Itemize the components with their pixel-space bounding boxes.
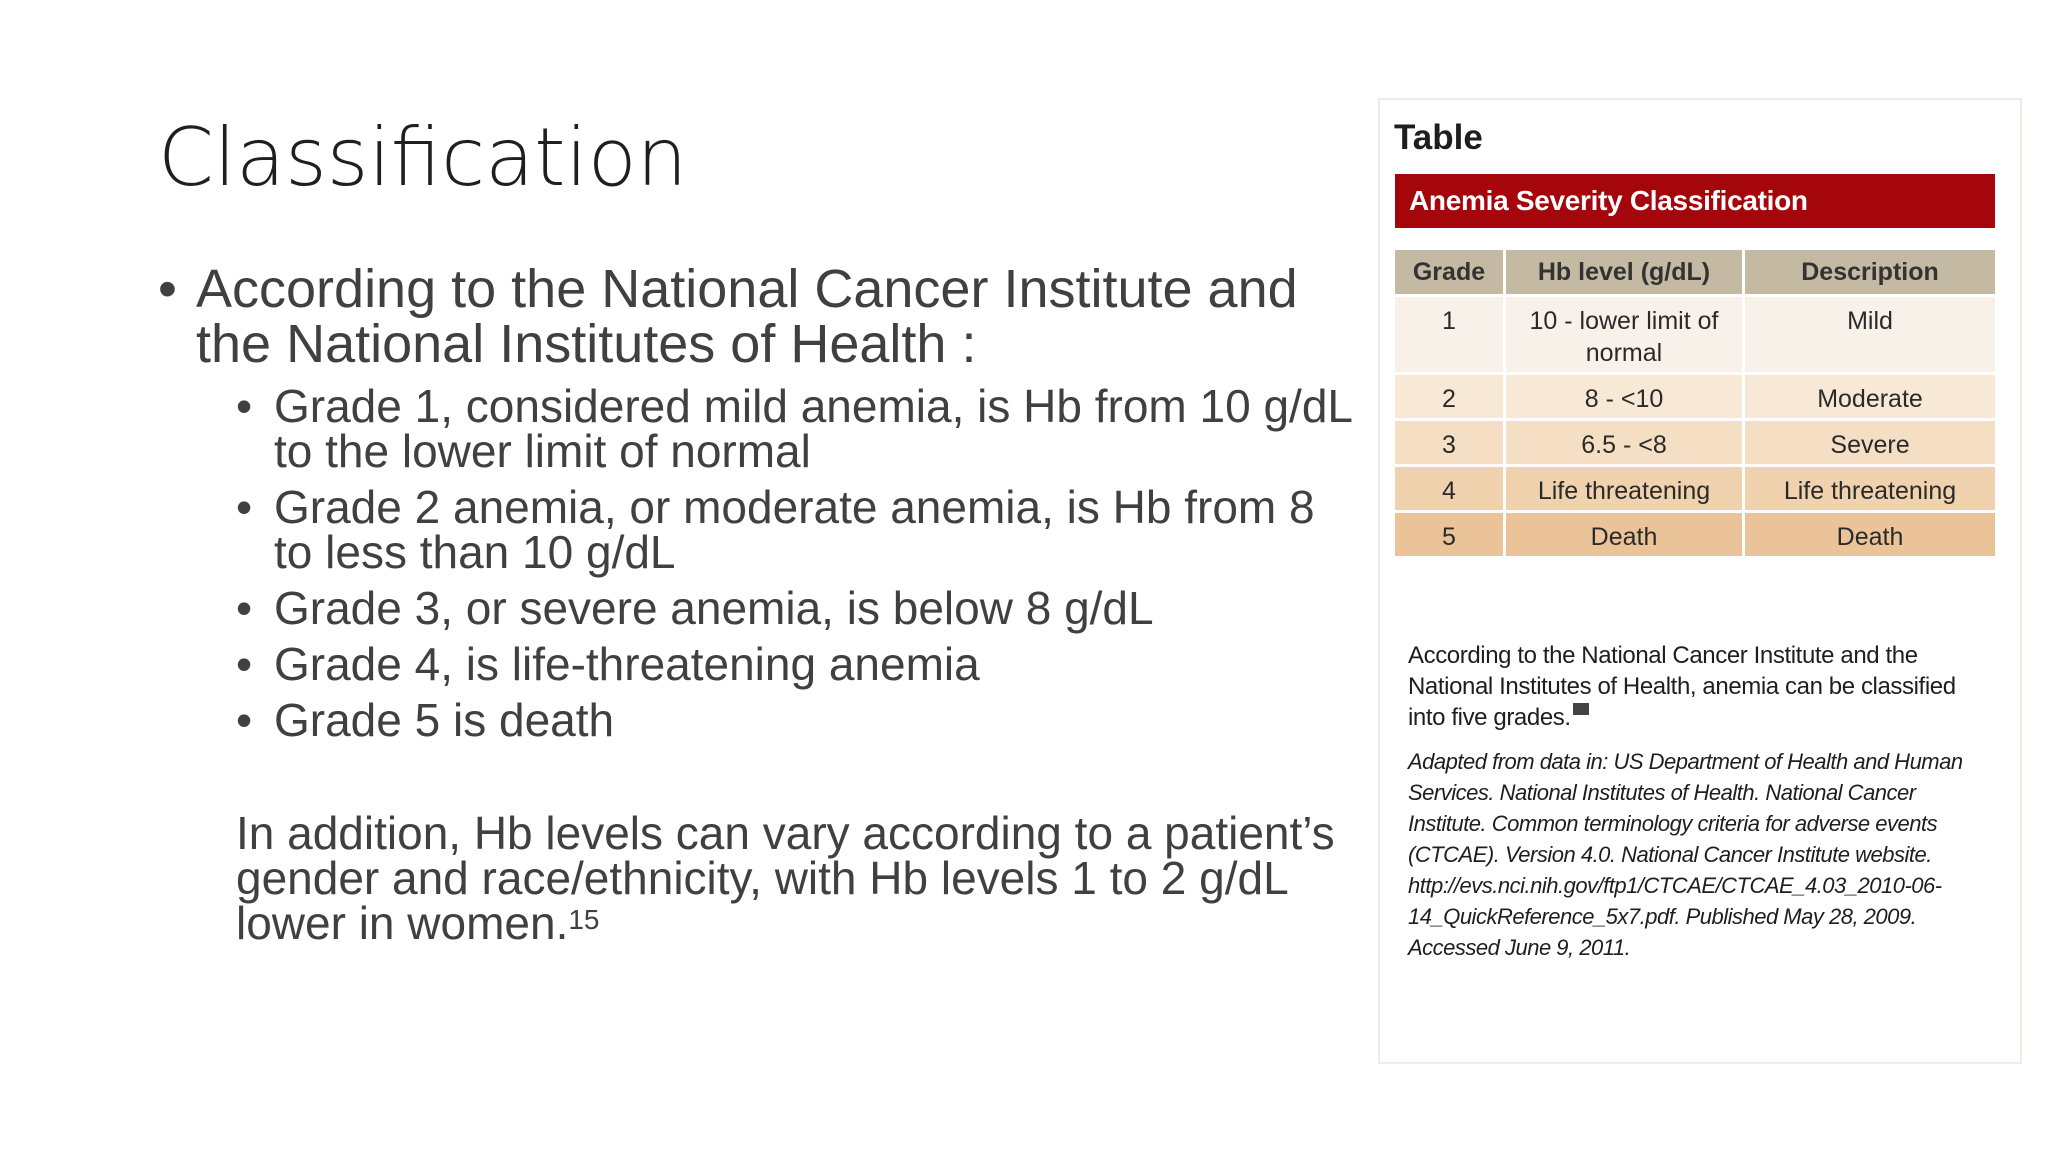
table-figure: [1378, 98, 2022, 1064]
cell-grade: 4: [1395, 467, 1503, 510]
reference-marker-icon: [1573, 703, 1589, 715]
bullet-dot: •: [236, 481, 253, 533]
caption-text: According to the National Cancer Institute and the National Institutes of Health, anemia can be classified into five grades.: [1408, 642, 1956, 731]
sub-bullet-list: [236, 380, 1358, 746]
figure-banner: Anemia Severity Classification: [1395, 174, 1995, 228]
addition-paragraph: [236, 807, 1386, 949]
cell-description: Severe: [1745, 421, 1995, 464]
slide-title: Classification: [158, 111, 688, 204]
cell-grade: 5: [1395, 513, 1503, 556]
cell-description: Moderate: [1745, 375, 1995, 418]
header-grade: Grade: [1395, 250, 1503, 294]
bullet-dot: •: [236, 582, 253, 634]
bullet-dot: •: [236, 380, 253, 432]
bullet-dot: •: [236, 638, 253, 690]
sub-bullet-grade-3: [236, 582, 1358, 634]
addition-text: In addition, Hb levels can vary according to a patient’s gender and race/ethnicity, with Hb levels 1 to 2 g/dL lower in women.: [236, 807, 1335, 949]
cell-description: Life threatening: [1745, 467, 1995, 510]
severity-table: [1392, 247, 1998, 559]
figure-source: Adapted from data in: US Department of Health and Human Services. National Institutes of Health. National Cancer Institute. Common terminology criteria for adverse events (CTCAE). Version 4.0. National Cancer Institute website. http://evs.nci.nih.gov/ftp1/CTCAE/CTCAE_4.03_2010-06-14_QuickReference_5x7.pdf. Published May 28, 2009. Accessed June 9, 2011.: [1408, 749, 1963, 960]
reference-superscript: 15: [568, 904, 600, 935]
main-bullet-text: According to the National Cancer Institute and the National Institutes of Health :: [196, 259, 1298, 374]
figure-caption: [1408, 640, 1998, 733]
cell-hb-level: Death: [1506, 513, 1742, 556]
sub-bullet-text: Grade 3, or severe anemia, is below 8 g/dL: [274, 582, 1154, 634]
table-row: [1395, 467, 1995, 510]
sub-bullet-text: Grade 5 is death: [274, 694, 615, 746]
sub-bullet-text: Grade 4, is life-threatening anemia: [274, 638, 980, 690]
cell-hb-level: 6.5 - <8: [1506, 421, 1742, 464]
sub-bullet-grade-5: [236, 694, 1358, 746]
sub-bullet-grade-1: [236, 380, 1358, 477]
header-hb-level: Hb level (g/dL): [1506, 250, 1742, 294]
cell-hb-level: 10 - lower limit of normal: [1506, 297, 1742, 372]
cell-hb-level: Life threatening: [1506, 467, 1742, 510]
bullet-dot: •: [236, 694, 253, 746]
sub-bullet-text: Grade 1, considered mild anemia, is Hb from 10 g/dL to the lower limit of normal: [274, 380, 1352, 477]
cell-hb-level: 8 - <10: [1506, 375, 1742, 418]
figure-label: Table: [1394, 118, 1483, 157]
cell-description: Mild: [1745, 297, 1995, 372]
cell-grade: 2: [1395, 375, 1503, 418]
table-header-row: [1395, 250, 1995, 294]
cell-grade: 3: [1395, 421, 1503, 464]
cell-grade: 1: [1395, 297, 1503, 372]
table-row: [1395, 375, 1995, 418]
sub-bullet-grade-2: [236, 481, 1358, 578]
cell-description: Death: [1745, 513, 1995, 556]
bullet-list: [158, 259, 1358, 754]
sub-bullet-text: Grade 2 anemia, or moderate anemia, is Hb from 8 to less than 10 g/dL: [274, 481, 1315, 578]
bullet-dot: •: [158, 259, 177, 319]
table-row: [1395, 421, 1995, 464]
table-row: [1395, 297, 1995, 372]
header-description: Description: [1745, 250, 1995, 294]
table-row: [1395, 513, 1995, 556]
main-bullet: [158, 259, 1358, 374]
sub-bullet-grade-4: [236, 638, 1358, 690]
